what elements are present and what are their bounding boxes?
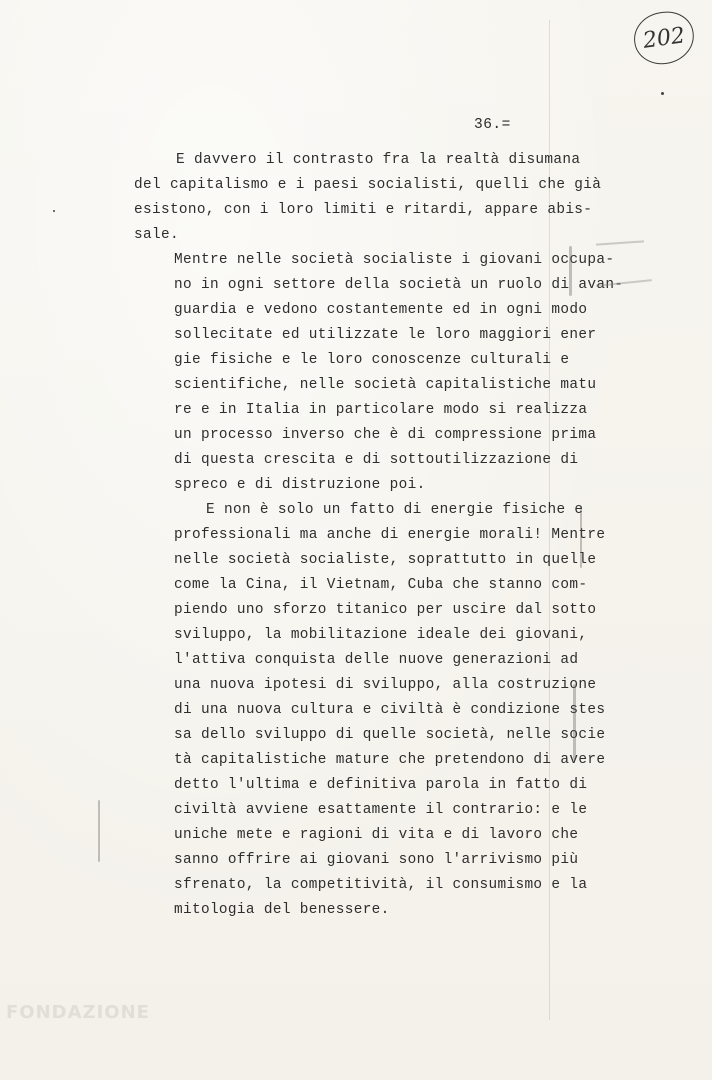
- text-line: re e in Italia in particolare modo si realizza: [174, 402, 588, 418]
- margin-mark: [98, 800, 100, 862]
- margin-mark: [573, 684, 576, 760]
- archive-stamp-number: 202: [641, 22, 687, 54]
- text-line: del capitalismo e i paesi socialisti, quelli che già: [134, 177, 602, 193]
- text-line: no in ogni settore della società un ruolo di avan-: [174, 277, 624, 293]
- archive-stamp: [631, 8, 698, 68]
- text-line: tà capitalistiche mature che pretendono di avere: [174, 752, 606, 768]
- text-line: di questa crescita e di sottoutilizzazione di: [174, 452, 579, 468]
- text-line: uniche mete e ragioni di vita e di lavoro che: [174, 827, 579, 843]
- margin-mark: [596, 240, 644, 245]
- paper-speck: [53, 210, 55, 212]
- text-line: sviluppo, la mobilitazione ideale dei giovani,: [174, 627, 588, 643]
- text-line: gie fisiche e le loro conoscenze culturali e: [174, 352, 570, 368]
- text-line: detto l'ultima e definitiva parola in fatto di: [174, 777, 588, 793]
- text-line: E davvero il contrasto fra la realtà disumana: [176, 152, 581, 168]
- text-line: Mentre nelle società socialiste i giovani occupa-: [174, 252, 615, 268]
- text-line: sfrenato, la competitività, il consumismo e la: [174, 877, 588, 893]
- text-line: professionali ma anche di energie morali! Mentre: [174, 527, 606, 543]
- text-line: civiltà avviene esattamente il contrario: e le: [174, 802, 588, 818]
- text-line: di una nuova cultura e civiltà è condizione stes: [174, 702, 606, 718]
- text-line: scientifiche, nelle società capitalistiche matu: [174, 377, 597, 393]
- archive-watermark: FONDAZIONE: [6, 1002, 150, 1023]
- text-line: sollecitate ed utilizzate le loro maggiori ener: [174, 327, 597, 343]
- text-line: sale.: [134, 227, 179, 243]
- paper-fold-line: [549, 20, 550, 1020]
- text-line: guardia e vedono costantemente ed in ogni modo: [174, 302, 588, 318]
- text-line: sa dello sviluppo di quelle società, nelle socie: [174, 727, 606, 743]
- paper-speck: [661, 92, 664, 95]
- text-line: piendo uno sforzo titanico per uscire dal sotto: [174, 602, 597, 618]
- text-line: un processo inverso che è di compressione prima: [174, 427, 597, 443]
- text-line: E non è solo un fatto di energie fisiche e: [206, 502, 584, 518]
- text-line: come la Cina, il Vietnam, Cuba che stanno com-: [174, 577, 588, 593]
- text-line: mitologia del benessere.: [174, 902, 390, 918]
- text-line: spreco e di distruzione poi.: [174, 477, 426, 493]
- text-line: esistono, con i loro limiti e ritardi, appare abis-: [134, 202, 593, 218]
- text-line: nelle società socialiste, soprattutto in quelle: [174, 552, 597, 568]
- page-number: 36.=: [474, 117, 511, 133]
- text-line: l'attiva conquista delle nuove generazioni ad: [174, 652, 579, 668]
- text-line: sanno offrire ai giovani sono l'arrivismo più: [174, 852, 579, 868]
- margin-mark: [580, 506, 582, 568]
- margin-mark: [569, 246, 572, 296]
- text-line: una nuova ipotesi di sviluppo, alla costruzione: [174, 677, 597, 693]
